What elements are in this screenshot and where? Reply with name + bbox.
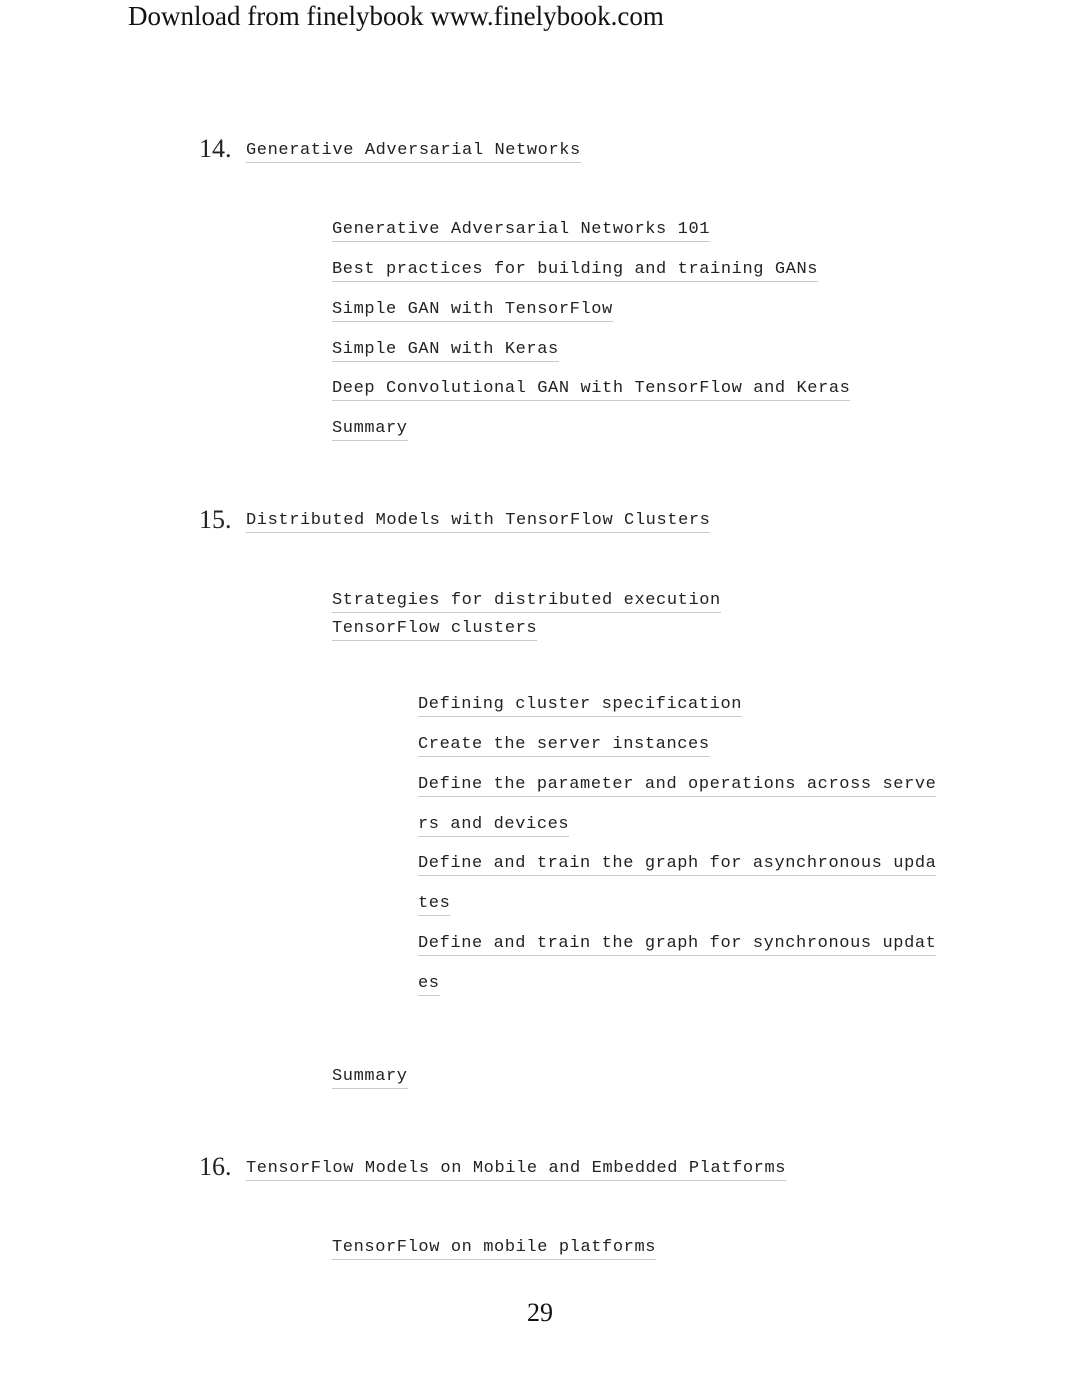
toc-entry-link[interactable]: Generative Adversarial Networks 101 xyxy=(332,220,710,242)
toc-entry-link[interactable]: Summary xyxy=(332,419,408,441)
chapter-title-link[interactable]: TensorFlow Models on Mobile and Embedded Platforms xyxy=(246,1159,786,1181)
toc-entry-link[interactable]: Strategies for distributed execution xyxy=(332,591,721,613)
toc-subentry-link[interactable]: Define the parameter and operations across serve xyxy=(418,775,936,797)
chapter-number: 16. xyxy=(199,1152,232,1181)
toc-entry-link[interactable]: Deep Convolutional GAN with TensorFlow and Keras xyxy=(332,379,850,401)
toc-entry-link[interactable]: Simple GAN with Keras xyxy=(332,340,559,362)
toc-entry-link[interactable]: Summary xyxy=(332,1067,408,1089)
toc-entry-link[interactable]: Simple GAN with TensorFlow xyxy=(332,300,613,322)
download-banner: Download from finelybook www.finelybook.com xyxy=(128,1,664,31)
toc-subentry-link[interactable]: Define and train the graph for synchronous updat xyxy=(418,934,936,956)
toc-entry-link[interactable]: TensorFlow on mobile platforms xyxy=(332,1238,656,1260)
toc-subentry-link[interactable]: Define and train the graph for asynchronous upda xyxy=(418,854,936,876)
toc-entry-link[interactable]: Best practices for building and training GANs xyxy=(332,260,818,282)
toc-subentry-link[interactable]: es xyxy=(418,974,440,996)
toc-subentry-link[interactable]: Create the server instances xyxy=(418,735,710,757)
toc-subentry-link[interactable]: tes xyxy=(418,894,450,916)
chapter-title-link[interactable]: Generative Adversarial Networks xyxy=(246,141,581,163)
chapter-number: 15. xyxy=(199,505,232,534)
page-number: 29 xyxy=(527,1298,553,1327)
toc-entry-link[interactable]: TensorFlow clusters xyxy=(332,619,537,641)
chapter-title-link[interactable]: Distributed Models with TensorFlow Clusters xyxy=(246,511,710,533)
toc-subentry-link[interactable]: rs and devices xyxy=(418,815,569,837)
chapter-number: 14. xyxy=(199,134,232,163)
toc-subentry-link[interactable]: Defining cluster specification xyxy=(418,695,742,717)
